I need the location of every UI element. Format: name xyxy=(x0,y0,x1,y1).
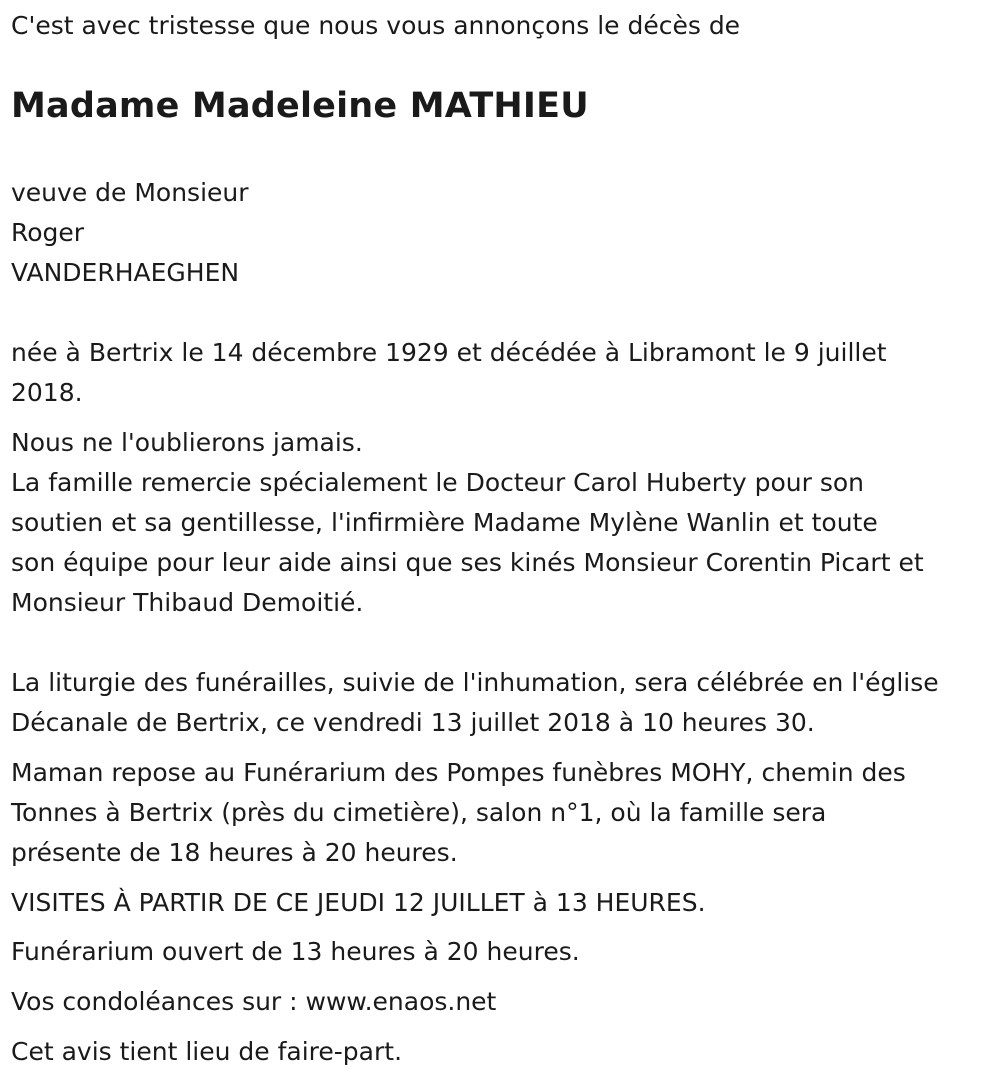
intro-text: C'est avec tristesse que nous vous annonçons le décès de xyxy=(11,11,741,40)
remembrance-text: Nous ne l'oublierons jamais. xyxy=(11,428,363,457)
thanks-line: soutien et sa gentillesse, l'infirmière Madame Mylène Wanlin et toute xyxy=(11,508,878,537)
condolences-link[interactable]: www.enaos.net xyxy=(305,987,497,1016)
funerarium-line: présente de 18 heures à 20 heures. xyxy=(11,838,458,867)
condolences-prefix: Vos condoléances sur : xyxy=(11,987,306,1016)
funerarium-line: Maman repose au Funérarium des Pompes funèbres MOHY, chemin des xyxy=(11,758,906,787)
funerarium-block xyxy=(11,753,991,873)
deceased-name: Madame Madeleine MATHIEU xyxy=(11,86,589,126)
condolences-line xyxy=(11,982,991,1022)
widow-line: VANDERHAEGHEN xyxy=(11,258,240,287)
opening-hours-text: Funérarium ouvert de 13 heures à 20 heures. xyxy=(11,937,580,966)
thanks-line: La famille remercie spécialement le Docteur Carol Huberty pour son xyxy=(11,468,864,497)
liturgy-line: Décanale de Bertrix, ce vendredi 13 juillet 2018 à 10 heures 30. xyxy=(11,708,815,737)
liturgy-line: La liturgie des funérailles, suivie de l'inhumation, sera célébrée en l'église xyxy=(11,668,939,697)
birth-death-line: née à Bertrix le 14 décembre 1929 et décédée à Libramont le 9 juillet xyxy=(11,338,887,367)
thanks-line: Monsieur Thibaud Demoitié. xyxy=(11,588,364,617)
birth-death-block xyxy=(11,333,991,413)
widow-of-block xyxy=(11,173,991,293)
funerarium-line: Tonnes à Bertrix (près du cimetière), salon n°1, où la famille sera xyxy=(11,798,827,827)
widow-line: Roger xyxy=(11,218,85,247)
birth-death-line: 2018. xyxy=(11,378,83,407)
visits-text: VISITES À PARTIR DE CE JEUDI 12 JUILLET à 13 HEURES. xyxy=(11,888,706,917)
widow-line: veuve de Monsieur xyxy=(11,178,249,207)
remembrance-and-thanks-block xyxy=(11,423,991,623)
thanks-line: son équipe pour leur aide ainsi que ses kinés Monsieur Corentin Picart et xyxy=(11,548,924,577)
notice-text: Cet avis tient lieu de faire-part. xyxy=(11,1037,403,1066)
liturgy-block xyxy=(11,663,991,743)
